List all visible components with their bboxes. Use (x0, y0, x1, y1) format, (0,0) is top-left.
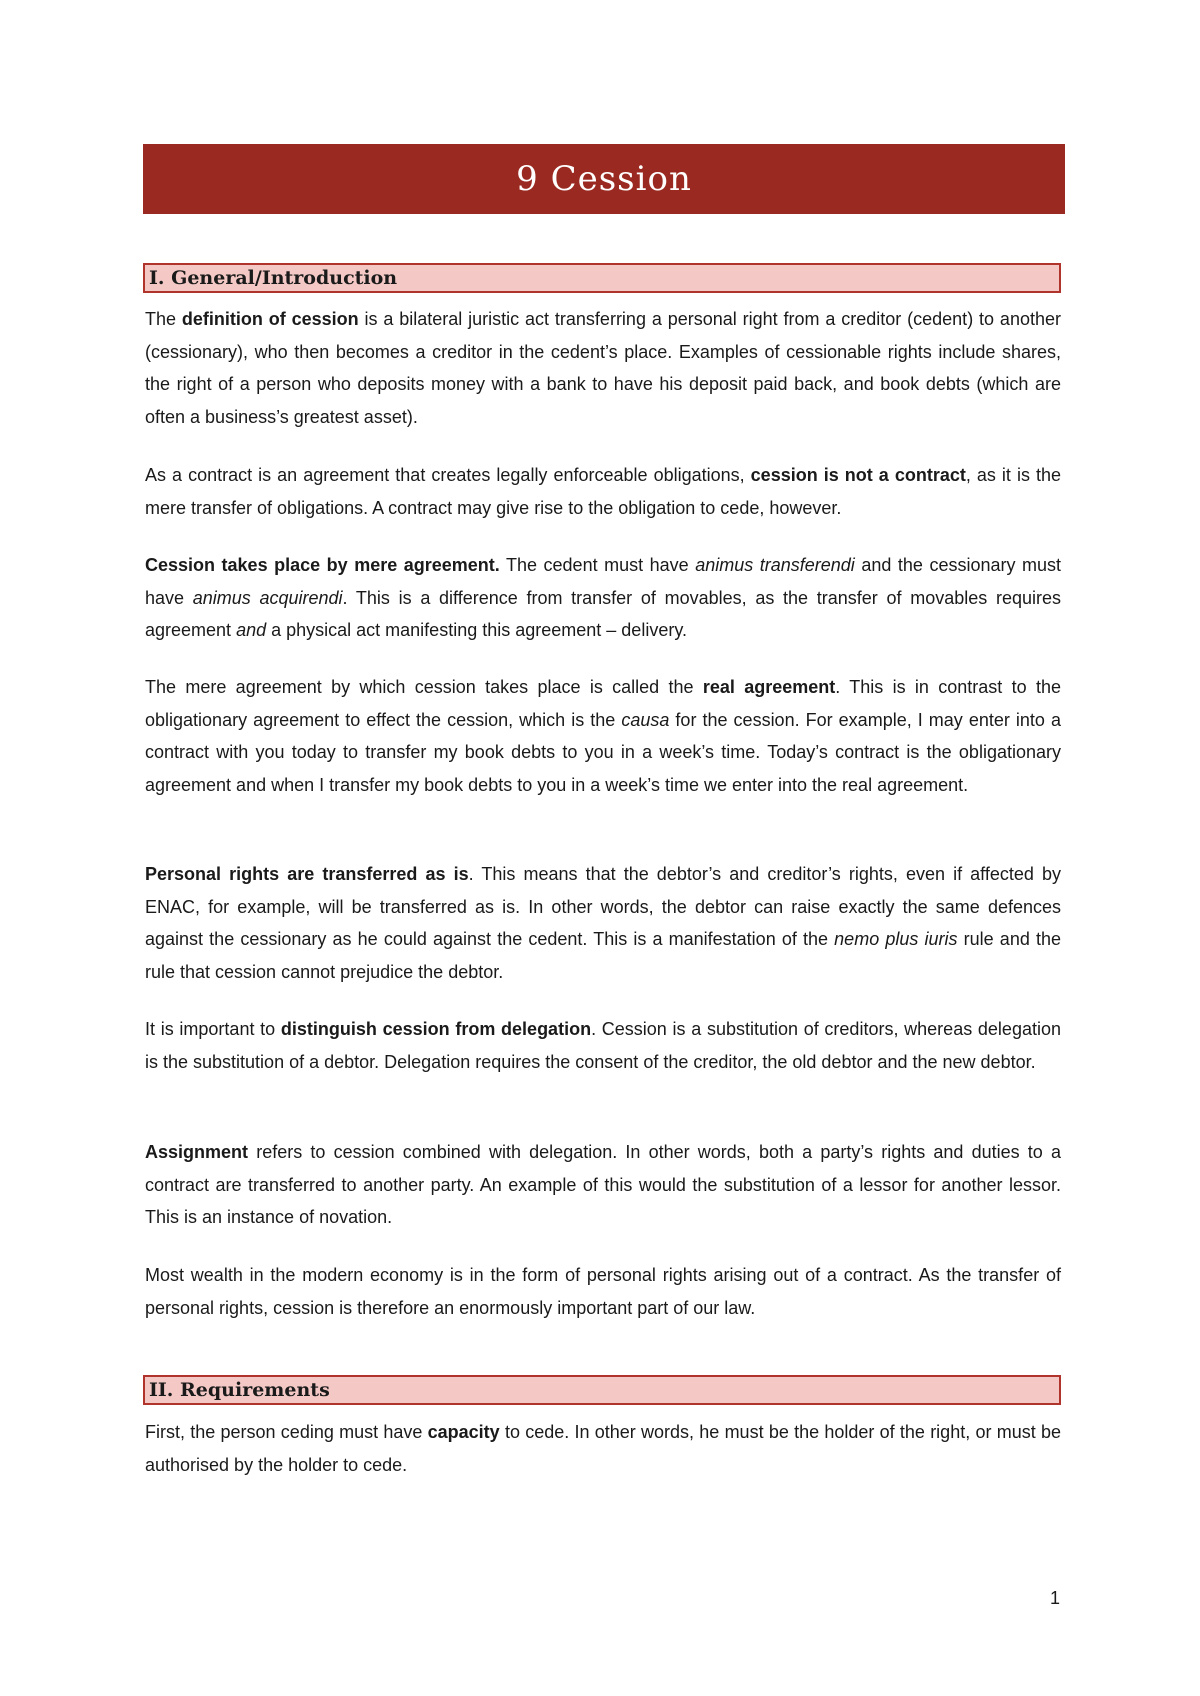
bold-term: cession is not a contract (750, 465, 966, 485)
section-heading-text: II. Requirements (149, 1379, 330, 1401)
text-run: The mere agreement by which cession takes place is called the (145, 677, 703, 697)
text-run: The cedent must have (499, 555, 696, 575)
text-run: a physical act manifesting this agreement – delivery. (266, 620, 687, 640)
italic-term: and (236, 620, 267, 640)
paragraph-real-agreement (145, 671, 1061, 801)
text-run: to cede. In other words, he must be the holder of the right, or must be authorised by the holder to cede. (145, 1422, 1061, 1475)
text-run: and the cessionary must have (145, 555, 1062, 608)
paragraph-mere-agreement (145, 549, 1061, 647)
paragraph-not-a-contract (145, 459, 1061, 524)
section-heading-text: I. General/Introduction (149, 267, 398, 289)
paragraph-transferred-as-is (145, 858, 1061, 988)
italic-term: nemo plus iuris (834, 929, 958, 949)
section-heading-introduction (143, 263, 1061, 293)
text-run: Most wealth in the modern economy is in the form of personal rights arising out of a contract. As the transfer of personal rights, cession is therefore an enormously important part of our law. (145, 1265, 1061, 1318)
bold-term: real agreement (702, 677, 836, 697)
italic-term: animus transferendi (695, 555, 855, 575)
section-heading-requirements (143, 1375, 1061, 1405)
text-run: . Cession is a substitution of creditors, whereas delegation is the substitution of a debtor. Delegation requires the consent of the creditor, the old debtor and the new debtor. (145, 1019, 1061, 1072)
bold-term: capacity (427, 1422, 500, 1442)
text-run: The (145, 309, 182, 329)
text-run: . This is a difference from transfer of movables, as the transfer of movables requires agreement (145, 587, 1061, 640)
italic-term: causa (621, 709, 670, 730)
text-run: First, the person ceding must have (145, 1422, 428, 1442)
page-number: 1 (1049, 1588, 1060, 1608)
bold-term: Personal rights are transferred as is (145, 864, 469, 884)
text-run: It is important to (145, 1019, 281, 1039)
bold-term: Assignment (145, 1142, 249, 1162)
paragraph-assignment (145, 1136, 1061, 1234)
title-banner (143, 144, 1065, 214)
bold-term: Cession takes place by mere agreement. (145, 555, 500, 575)
bold-term: distinguish cession from delegation (280, 1019, 592, 1039)
text-run: refers to cession combined with delegation. In other words, both a party’s rights and duties to a contract are transferred to another party. An example of this would the substitution of a lessor for another lessor. This is an instance of novation. (145, 1142, 1061, 1227)
paragraph-capacity (145, 1416, 1061, 1481)
paragraph-cession-vs-delegation (145, 1013, 1061, 1078)
text-run: . This means that the debtor’s and creditor’s rights, even if affected by ENAC, for example, will be transferred as is. In other words, the debtor can raise exactly the same defences against the cessionary as he could against the cedent. This is a manifestation of the (145, 864, 1061, 949)
paragraph-modern-economy (145, 1259, 1061, 1324)
italic-term: animus acquirendi (192, 587, 343, 608)
text-run: As a contract is an agreement that creates legally enforceable obligations, (145, 465, 751, 485)
text-run: , as it is the mere transfer of obligations. A contract may give rise to the obligation to cede, however. (145, 465, 1062, 518)
text-run: for the cession. For example, I may enter into a contract with you today to transfer my book debts to you in a week’s time. Today’s contract is the obligationary agreement and when I transfer my book debts to you in a week’s time we enter into the real agreement. (145, 709, 1061, 795)
text-run: is a bilateral juristic act transferring a personal right from a creditor (cedent) to another (cessionary), who then becomes a creditor in the cedent’s place. Examples of cessionable rights include shares, the right of a person who deposits money with a bank to have his deposit paid back, and book debts (which are often a business’s greatest asset). (145, 309, 1061, 427)
text-run: rule and the rule that cession cannot prejudice the debtor. (145, 929, 1062, 982)
document-title: 9 Cession (516, 159, 692, 199)
bold-term: definition of cession (181, 309, 359, 329)
paragraph-definition (145, 303, 1061, 433)
text-run: . This is in contrast to the obligationary agreement to effect the cession, which is the (145, 677, 1061, 730)
